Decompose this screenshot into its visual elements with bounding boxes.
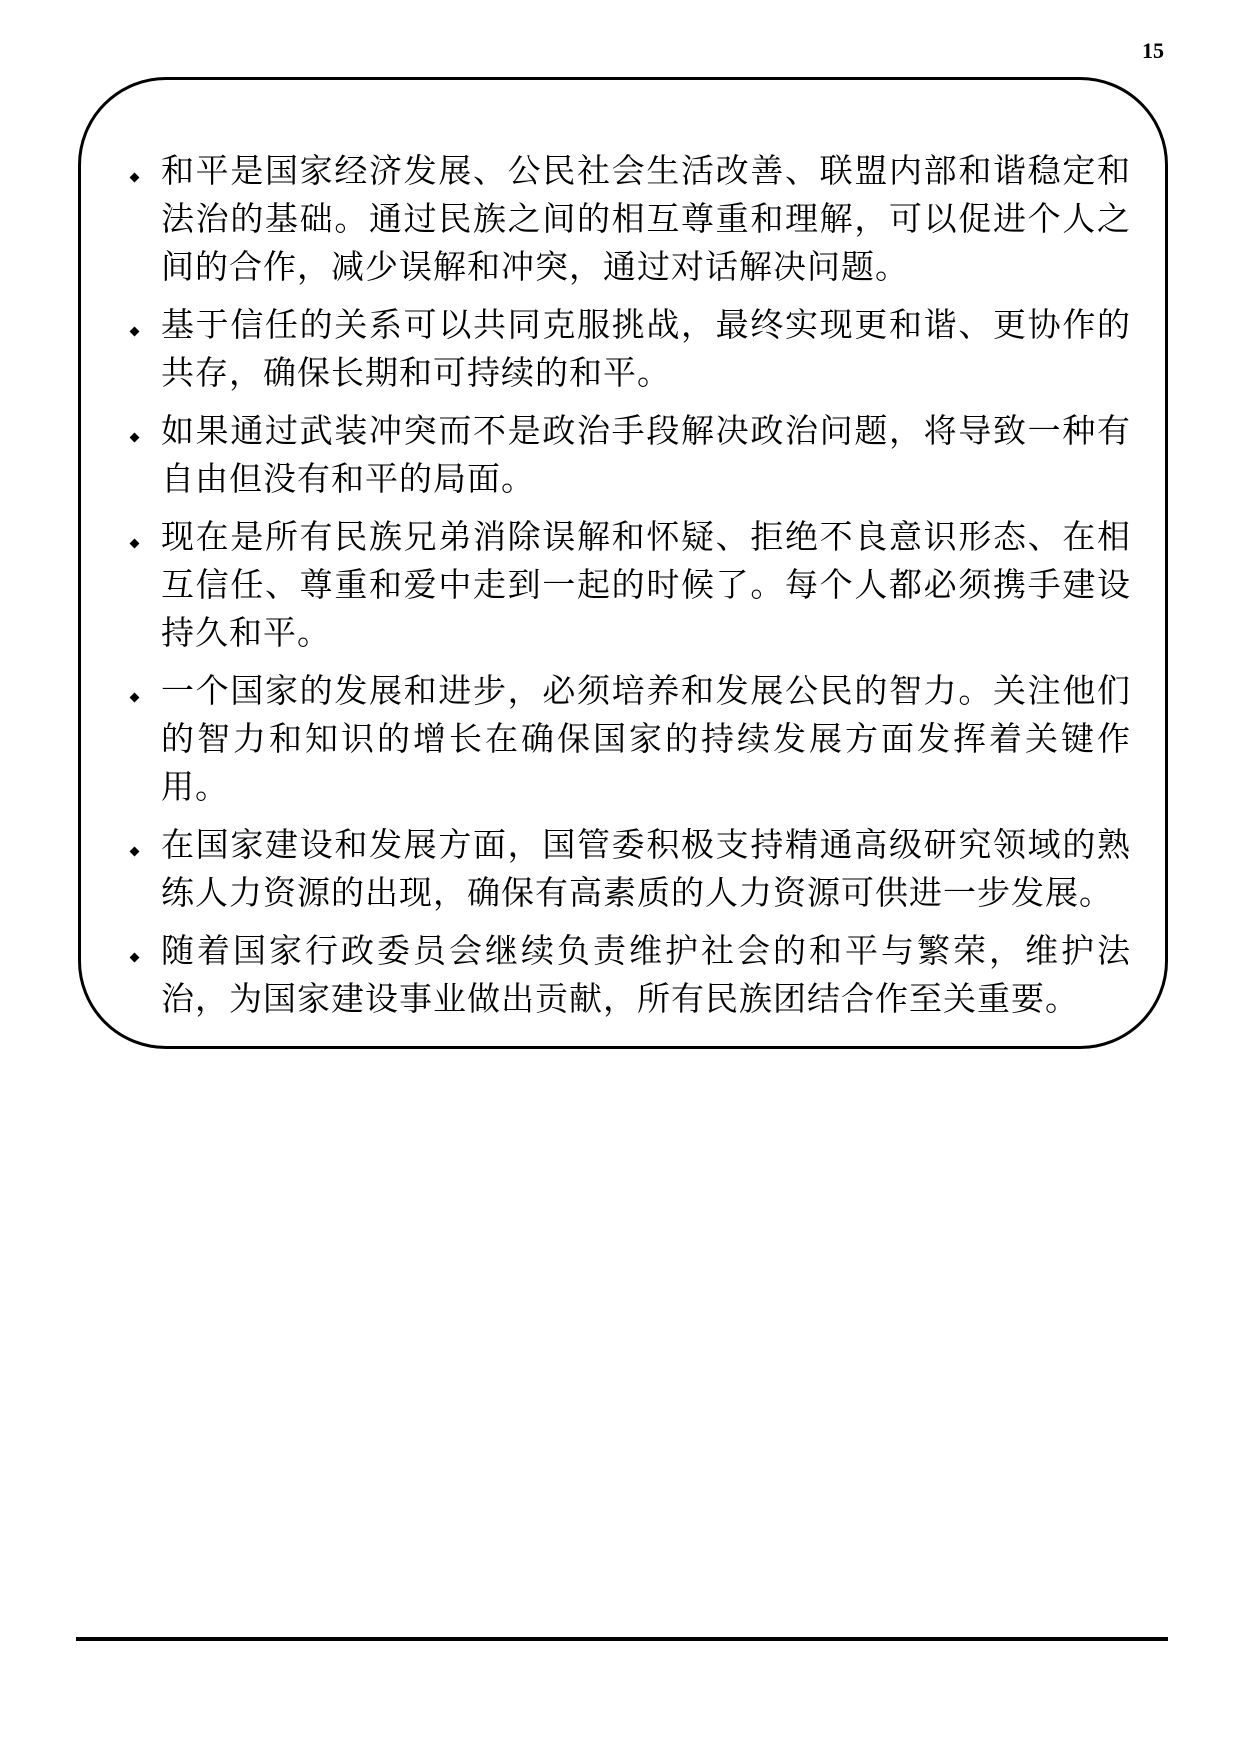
list-item: [119, 407, 1131, 503]
bullet-list: [119, 147, 1131, 1033]
list-item-text: 现在是所有民族兄弟消除误解和怀疑、拒绝不良意识形态、在相互信任、尊重和爱中走到一起的时候了。每个人都必须携手建设持久和平。: [161, 517, 1131, 652]
list-item-text: 基于信任的关系可以共同克服挑战，最终实现更和谐、更协作的共存，确保长期和可持续的和平。: [161, 305, 1131, 392]
list-item: [119, 927, 1131, 1023]
page-number: 15: [1142, 38, 1164, 63]
list-item: [119, 513, 1131, 657]
list-item-text: 随着国家行政委员会继续负责维护社会的和平与繁荣，维护法治，为国家建设事业做出贡献，所有民族团结合作至关重要。: [161, 931, 1131, 1018]
content-box: [78, 77, 1168, 1049]
diamond-bullet-icon: [119, 407, 161, 455]
list-item-text: 一个国家的发展和进步，必须培养和发展公民的智力。关注他们的智力和知识的增长在确保国家的持续发展方面发挥着关键作用。: [161, 671, 1131, 806]
list-item: [119, 667, 1131, 811]
list-item: [119, 147, 1131, 291]
diamond-bullet-icon: [119, 927, 161, 975]
list-item-text: 和平是国家经济发展、公民社会生活改善、联盟内部和谐稳定和法治的基础。通过民族之间的相互尊重和理解，可以促进个人之间的合作，减少误解和冲突，通过对话解决问题。: [161, 151, 1131, 286]
list-item: [119, 821, 1131, 917]
diamond-bullet-icon: [119, 147, 161, 195]
diamond-bullet-icon: [119, 821, 161, 869]
diamond-bullet-icon: [119, 513, 161, 561]
list-item: [119, 301, 1131, 397]
footer-rule: [76, 1637, 1168, 1641]
list-item-text: 如果通过武装冲突而不是政治手段解决政治问题，将导致一种有自由但没有和平的局面。: [161, 411, 1131, 498]
diamond-bullet-icon: [119, 301, 161, 349]
diamond-bullet-icon: [119, 667, 161, 715]
list-item-text: 在国家建设和发展方面，国管委积极支持精通高级研究领域的熟练人力资源的出现，确保有高素质的人力资源可供进一步发展。: [161, 825, 1131, 912]
